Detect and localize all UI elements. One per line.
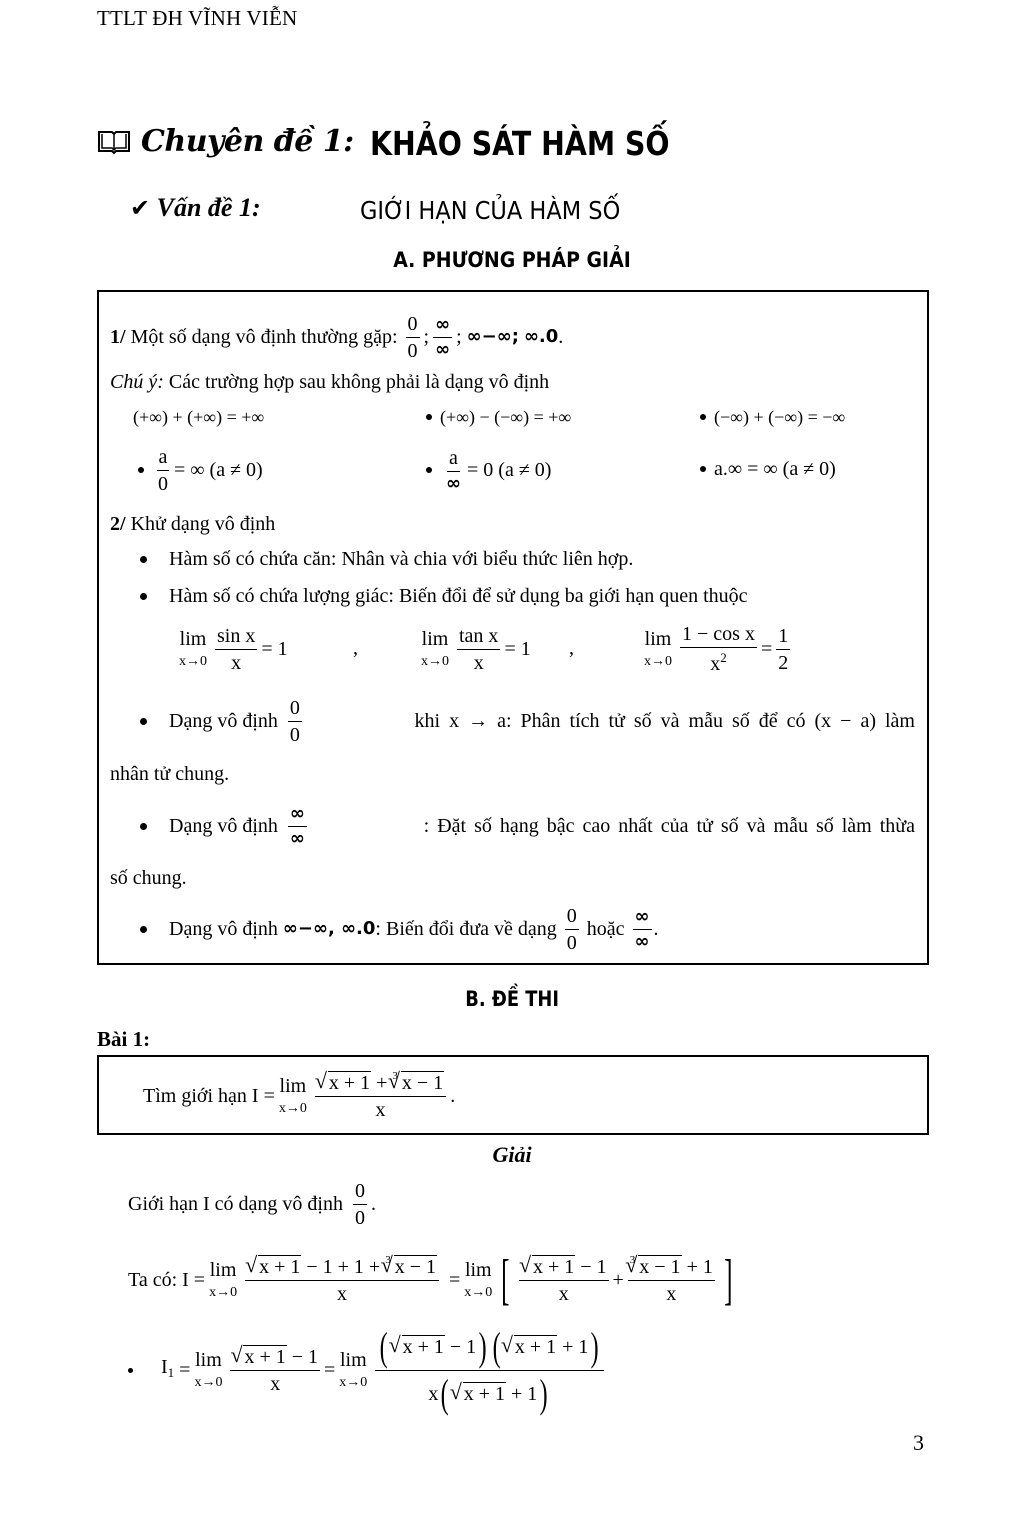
lim-under: x→0 [339, 1375, 368, 1390]
radicand: x + 1 [463, 1382, 506, 1405]
bullet-text-continued: số chung. [110, 867, 187, 889]
note-text: Các trường hợp sau không phải là dạng vô định [168, 371, 550, 393]
comma: , [353, 637, 358, 659]
I1-fraction [230, 1347, 320, 1394]
lim-text: lim [195, 1349, 222, 1371]
solution-line-2 [128, 1248, 738, 1312]
solution-line-3 [128, 1323, 608, 1416]
note-frac-case-1 [138, 445, 263, 495]
sqrt [521, 1257, 575, 1277]
frac-num: 0 [353, 1181, 367, 1205]
sqrt [317, 1073, 371, 1093]
checkmark-icon: ✔ [130, 194, 151, 222]
bullet-icon [140, 926, 147, 933]
bullet-text: Hàm số có chứa lượng giác: Biến đổi để sử dụng ba giới hạn quen thuộc [169, 585, 748, 607]
lim-under: x→0 [644, 654, 672, 669]
limit-result: = 1 [504, 638, 531, 660]
case-rest: = ∞ (a ≠ 0) [174, 459, 263, 481]
frac-num [628, 1253, 715, 1281]
radicand: x + 1 [259, 1255, 301, 1278]
bullet-text: : Đặt số hạng bậc cao nhất của tử số và mẫu số làm thừa [423, 815, 915, 837]
radicand: x − 1 [394, 1255, 436, 1278]
case-rest: = 0 (a ≠ 0) [467, 459, 552, 481]
frac-den: 2 [778, 651, 789, 674]
case-text: a.∞ = ∞ (a ≠ 0) [714, 458, 836, 480]
period: . [370, 1193, 376, 1215]
lim-operator [339, 1350, 367, 1390]
bullet-text: Dạng vô định [169, 710, 278, 732]
solution-text: Giới hạn I có dạng vô định [128, 1193, 343, 1215]
cube-root [627, 1257, 681, 1277]
lim-under: x→0 [179, 654, 207, 669]
note-case-1 [133, 405, 264, 429]
lim-text: lim [209, 1259, 237, 1281]
sqrt [247, 1257, 301, 1277]
problem-statement [143, 1066, 455, 1126]
equals: = [760, 638, 773, 660]
term2-fraction [628, 1253, 715, 1305]
lim-text: lim [421, 628, 449, 650]
open-paren: ( [492, 1323, 501, 1369]
frac-num: 1 − cos x [680, 624, 757, 648]
ta-co: Ta có: [128, 1269, 178, 1291]
open-paren: ( [441, 1370, 450, 1416]
frac-num: ∞ [288, 805, 307, 827]
lim-under: x→0 [464, 1285, 493, 1300]
frac-den: x [375, 1098, 386, 1121]
separator: ; [423, 326, 430, 348]
lim-under: x→0 [209, 1285, 238, 1300]
root-index: 3 [392, 1069, 398, 1082]
frac-num: sin x [215, 626, 257, 650]
period: . [450, 1085, 456, 1107]
lim-operator [179, 629, 207, 669]
limit-fraction [215, 626, 257, 673]
plus: + [376, 1071, 388, 1094]
chapter-label-text: Chuyên đề 1: [141, 124, 354, 159]
known-limit-sin [175, 620, 288, 678]
frac-num [315, 1069, 446, 1097]
note-line [110, 370, 549, 394]
known-limit-tan [417, 620, 531, 678]
sqrt [391, 1337, 445, 1357]
frac-den: x [231, 651, 242, 674]
cube-root [383, 1257, 437, 1277]
frac-den: x [337, 1282, 348, 1305]
form-inf-times-zero: ∞.0 [523, 326, 559, 347]
term-tail: + 1 [511, 1382, 538, 1405]
frac-den: ∞ [446, 472, 461, 494]
lim-under: x→0 [421, 654, 449, 669]
term1-fraction [519, 1257, 609, 1304]
item2-bullet-3-cont [110, 762, 229, 786]
bullet-icon [426, 414, 432, 420]
frac-den [426, 1371, 552, 1414]
frac-den: ∞ [289, 827, 305, 849]
root-index: 3 [385, 1253, 391, 1266]
frac-den [708, 648, 729, 674]
lim-operator [644, 629, 672, 669]
problem-label: Bài 1: [97, 1027, 151, 1051]
den-exponent: 2 [720, 650, 727, 665]
radicand: x + 1 [244, 1345, 286, 1368]
I1-symbol [161, 1355, 174, 1385]
solution-title: Giải [492, 1142, 532, 1167]
bullet-icon [140, 823, 147, 830]
frac-num: ∞ [633, 908, 652, 930]
item2-line [110, 512, 275, 536]
form-inf-over-inf [433, 313, 452, 360]
lim-operator [421, 629, 449, 669]
close-paren: ) [591, 1323, 600, 1369]
lim-text: lim [179, 628, 207, 650]
form-inf-over-inf [633, 905, 652, 952]
limit-fraction [457, 626, 500, 673]
item2-bullet-4 [140, 800, 915, 852]
item2-number: 2/ [110, 513, 126, 535]
period: . [558, 326, 564, 348]
radicand: x + 1 [514, 1335, 557, 1358]
page-number: 3 [913, 1430, 924, 1455]
frac-num: 0 [406, 314, 420, 338]
lim-under: x→0 [278, 1101, 307, 1116]
frac-den: 0 [289, 723, 300, 746]
result-fraction [776, 626, 790, 673]
bullet-text: Dạng vô định [169, 815, 278, 837]
bullet-text-continued: nhân tử chung. [110, 763, 230, 785]
lim-text: lim [279, 1075, 307, 1097]
note-product-case [700, 457, 836, 481]
frac-den: 0 [566, 931, 577, 954]
form-inf-over-inf [288, 802, 307, 849]
item1-text: Một số dạng vô định thường gặp: [130, 326, 398, 348]
frac-num: a [447, 448, 460, 472]
equals: = [179, 1359, 191, 1381]
frac-den: x [473, 651, 484, 674]
frac-num: 0 [565, 906, 579, 930]
section-a-heading [0, 248, 1024, 272]
limit-result: = 1 [261, 638, 288, 660]
frac-den: x [270, 1372, 281, 1395]
form-zero-over-zero [565, 906, 579, 953]
open-paren: ( [379, 1323, 388, 1369]
sqrt [232, 1347, 286, 1367]
frac-num: ∞ [433, 316, 452, 338]
comma-2 [569, 636, 574, 660]
right-bracket: ] [723, 1249, 733, 1311]
equals: = [324, 1359, 336, 1381]
lim-operator [209, 1260, 237, 1300]
frac-den: 0 [354, 1206, 365, 1229]
bullet-icon [426, 467, 432, 473]
radicand: x + 1 [402, 1335, 444, 1358]
indeterminate-forms: ∞−∞, ∞.0 [282, 918, 376, 939]
frac-den: x [558, 1282, 569, 1305]
bullet-icon [700, 466, 706, 472]
solution-line-1 [128, 1178, 376, 1230]
comma: , [569, 637, 574, 659]
case-text: (−∞) + (−∞) = −∞ [714, 407, 846, 427]
bullet-text: khi x → a: Phân tích tử số và mẫu số để có (x − a) làm [414, 710, 915, 732]
bullet-icon [700, 414, 706, 420]
frac-num: 1 [776, 626, 790, 650]
problem-text: Tìm giới hạn [143, 1085, 247, 1107]
term-tail: + 1 [562, 1335, 589, 1358]
frac-den: ∞ [634, 930, 650, 952]
limit-fraction [680, 624, 757, 674]
left-bracket: [ [501, 1249, 510, 1311]
item2-bullet-4-cont [110, 866, 187, 890]
form-zero-over-zero [288, 698, 302, 745]
frac-den: ∞ [435, 338, 451, 360]
den-x: x [710, 653, 721, 675]
lim-under: x→0 [194, 1375, 223, 1390]
bullet-text: Dạng vô định [169, 918, 278, 940]
comma-1 [353, 636, 358, 660]
section-a-title: A. PHƯƠNG PHÁP GIẢI [393, 248, 631, 272]
lim-operator [464, 1260, 492, 1300]
lim-operator [194, 1350, 222, 1390]
note-case-3 [700, 405, 845, 429]
form-zero-over-zero [353, 1181, 367, 1228]
frac-num [230, 1347, 320, 1371]
lim-text: lim [644, 628, 672, 650]
I-equals: I = [182, 1269, 206, 1291]
note-label: Chú ý: [110, 371, 164, 393]
bullet-icon [140, 718, 147, 725]
I-equals: I = [251, 1085, 275, 1107]
form-inf-minus-inf: ∞−∞; [466, 326, 519, 347]
bullet-icon [138, 467, 144, 473]
item2-bullet-2 [140, 584, 748, 608]
conjugate-fraction [375, 1323, 603, 1416]
section-b-heading [0, 987, 1024, 1011]
open-book-icon [97, 129, 131, 155]
close-paren: ) [478, 1323, 487, 1369]
bullet-text: Hàm số có chứa căn: Nhân và chia với biểu thức liên hợp. [169, 548, 634, 570]
case-text: (+∞) − (−∞) = +∞ [440, 407, 572, 427]
or-text: hoặc [586, 918, 625, 940]
topic-label [130, 193, 261, 223]
frac-num [519, 1257, 609, 1281]
period: . [653, 918, 659, 940]
frac-den: 0 [158, 472, 168, 495]
item2-bullet-1 [140, 547, 633, 571]
frac-a-over-inf [444, 448, 463, 493]
frac-num: 0 [288, 698, 302, 722]
frac-den: 0 [407, 339, 418, 362]
root-index: 3 [629, 1253, 636, 1266]
expanded-fraction [245, 1253, 439, 1305]
chapter-title: KHẢO SÁT HÀM SỐ [370, 124, 670, 163]
den-x: x [428, 1382, 439, 1405]
term-tail: − 1 [291, 1345, 319, 1368]
bullet-icon [128, 1368, 133, 1373]
bullet-text: : Biến đổi đưa về dạng [375, 918, 557, 940]
note-frac-case-2 [426, 445, 551, 495]
cube-root [390, 1073, 444, 1093]
problem-fraction [315, 1069, 446, 1121]
I-letter: I [161, 1356, 168, 1378]
term-tail: + 1 [686, 1255, 713, 1278]
radicand: x + 1 [328, 1071, 371, 1094]
frac-den: x [666, 1282, 677, 1305]
sqrt [452, 1384, 506, 1404]
case-text: (+∞) + (+∞) = +∞ [133, 407, 265, 427]
separator: ; [456, 326, 462, 348]
frac-num: tan x [457, 626, 500, 650]
radicand: x − 1 [639, 1255, 681, 1278]
lim-text: lim [464, 1259, 492, 1281]
equals: = [449, 1269, 461, 1291]
term-tail: − 1 [449, 1335, 477, 1358]
frac-a-over-zero [156, 447, 170, 494]
frac-num [375, 1323, 603, 1371]
plus: + [612, 1269, 624, 1291]
item1-number: 1/ [110, 326, 126, 348]
topic-label-text: Vấn đề 1: [156, 193, 261, 222]
section-b-title: B. ĐỀ THI [465, 987, 559, 1011]
frac-num: a [157, 447, 170, 471]
chapter-label [97, 124, 354, 159]
lim-operator [279, 1076, 307, 1116]
close-paren: ) [539, 1370, 548, 1416]
bullet-icon [140, 593, 147, 600]
page-header: TTLT ĐH VĨNH VIỄN [97, 6, 298, 30]
frac-num [245, 1253, 439, 1281]
known-limit-cos [640, 620, 794, 678]
lim-text: lim [339, 1349, 367, 1371]
subscript: 1 [167, 1365, 175, 1380]
radicand: x − 1 [401, 1071, 444, 1094]
radicand: x + 1 [532, 1255, 575, 1278]
item2-text: Khử dạng vô định [130, 513, 276, 535]
term-tail: − 1 [580, 1255, 607, 1278]
form-zero-over-zero [406, 314, 420, 361]
item1-line [110, 312, 563, 362]
item2-bullet-3 [140, 695, 915, 747]
bullet-icon [140, 556, 147, 563]
middle-terms: − 1 + 1 + [306, 1255, 381, 1278]
sqrt [503, 1337, 557, 1357]
note-case-2 [426, 405, 571, 429]
item2-bullet-5 [140, 903, 659, 955]
topic-title: GIỚI HẠN CỦA HÀM SỐ [360, 196, 621, 225]
